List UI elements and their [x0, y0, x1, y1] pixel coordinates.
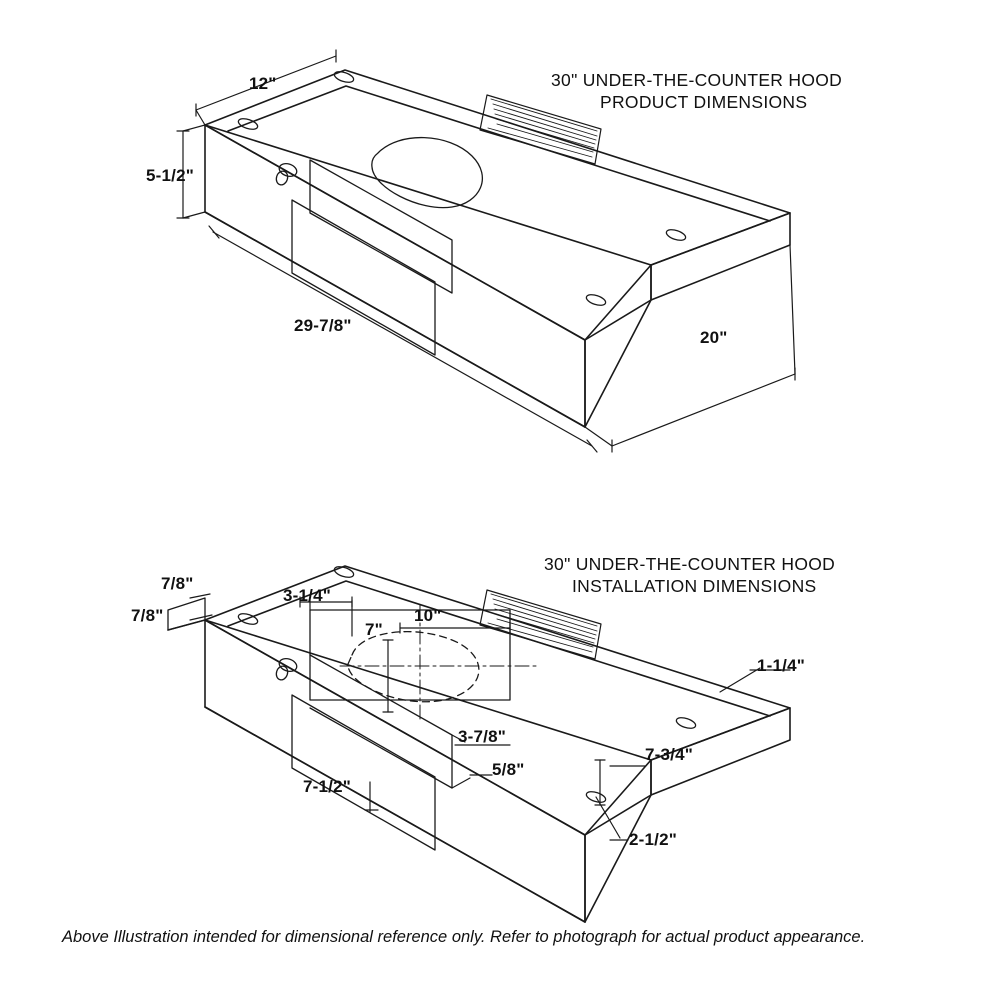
dim-label-knockout-depth: 7" [365, 620, 383, 639]
dim-label-depth-top: 12" [249, 74, 277, 93]
figure-install-dimension-lines [190, 594, 790, 840]
dim-label-knockout-to-edge: 3-7/8" [458, 727, 507, 746]
dim-label-depth-right: 20" [700, 328, 728, 347]
product-dimensions-title-line1: 30" UNDER-THE-COUNTER HOOD [551, 70, 843, 90]
dim-label-knockout-offset-left: 3-1/4" [283, 586, 332, 605]
installation-dimensions-title-line1: 30" UNDER-THE-COUNTER HOOD [544, 554, 836, 574]
figure-product-hood-body [205, 70, 790, 427]
dim-label-small-offset: 5/8" [492, 760, 525, 779]
dim-label-mount-hole-front: 2-1/2" [629, 830, 678, 849]
dim-label-mount-hole-right: 7-3/4" [645, 745, 694, 764]
dim-label-mount-hole-left: 7-1/2" [303, 777, 352, 796]
product-dimensions-title-line2: PRODUCT DIMENSIONS [600, 92, 808, 112]
installation-dimensions-title-line2: INSTALLATION DIMENSIONS [572, 576, 817, 596]
dim-label-height-left: 5-1/2" [146, 166, 195, 185]
dim-label-right-edge: 1-1/4" [757, 656, 806, 675]
dim-label-width-front: 29-7/8" [294, 316, 352, 335]
dim-label-top-flange-2: 7/8" [131, 606, 164, 625]
dim-label-top-flange-1: 7/8" [161, 574, 194, 593]
dim-label-knockout-width: 10" [414, 606, 442, 625]
footnote-text: Above Illustration intended for dimensional reference only. Refer to photograph for actual product appearance. [62, 928, 866, 946]
